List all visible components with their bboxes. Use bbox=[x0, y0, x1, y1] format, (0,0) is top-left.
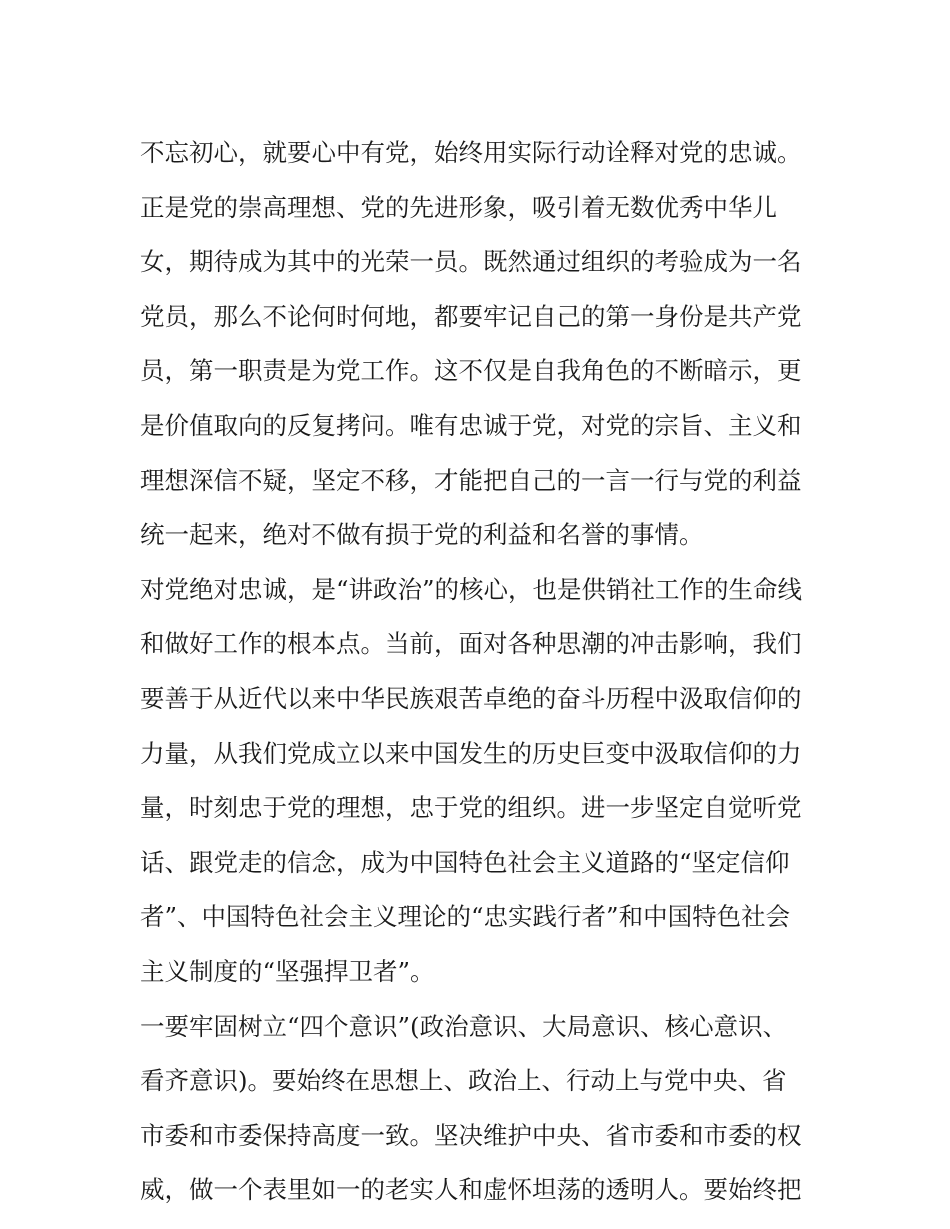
text-line: 一要牢固树立“四个意识”(政治意识、大局意识、核心意识、 bbox=[140, 1011, 788, 1041]
text-line: 看齐意识)。要始终在思想上、政治上、行动上与党中央、省 bbox=[140, 1066, 787, 1096]
text-line: 员，第一职责是为党工作。这不仅是自我角色的不断暗示，更 bbox=[140, 356, 802, 386]
text-line: 不忘初心，就要心中有党，始终用实际行动诠释对党的忠诚。 bbox=[140, 138, 802, 167]
text-line: 力量，从我们党成立以来中国发生的历史巨变中汲取信仰的力 bbox=[140, 738, 802, 768]
text-line: 党员，那么不论何时何地，都要牢记自己的第一身份是共产党 bbox=[140, 301, 802, 331]
text-line: 市委和市委保持高度一致。坚决维护中央、省市委和市委的权 bbox=[140, 1120, 802, 1150]
text-line: 女，期待成为其中的光荣一员。既然通过组织的考验成为一名 bbox=[140, 247, 802, 277]
text-line: 者”、中国特色社会主义理论的“忠实践行者”和中国特色社会 bbox=[140, 902, 791, 932]
body-text bbox=[140, 126, 820, 1218]
text-line: 要善于从近代以来中华民族艰苦卓绝的奋斗历程中汲取信仰的 bbox=[140, 683, 802, 713]
text-line: 和做好工作的根本点。当前，面对各种思潮的冲击影响，我们 bbox=[140, 629, 802, 659]
text-line: 量，时刻忠于党的理想，忠于党的组织。进一步坚定自觉听党 bbox=[140, 793, 802, 823]
text-line: 理想深信不疑，坚定不移，才能把自己的一言一行与党的利益 bbox=[140, 465, 802, 495]
text-line: 统一起来，绝对不做有损于党的利益和名誉的事情。 bbox=[140, 520, 704, 550]
text-line: 话、跟党走的信念，成为中国特色社会主义道路的“坚定信仰 bbox=[140, 847, 790, 877]
text-line: 主义制度的“坚强捍卫者”。 bbox=[140, 956, 435, 986]
text-line: 对党绝对忠诚，是“讲政治”的核心，也是供销社工作的生命线 bbox=[140, 574, 803, 604]
text-line: 威，做一个表里如一的老实人和虚怀坦荡的透明人。要始终把 bbox=[140, 1175, 802, 1205]
text-line: 是价值取向的反复拷问。唯有忠诚于党，对党的宗旨、主义和 bbox=[140, 410, 802, 440]
text-line: 正是党的崇高理想、党的先进形象，吸引着无数优秀中华儿 bbox=[140, 192, 777, 222]
